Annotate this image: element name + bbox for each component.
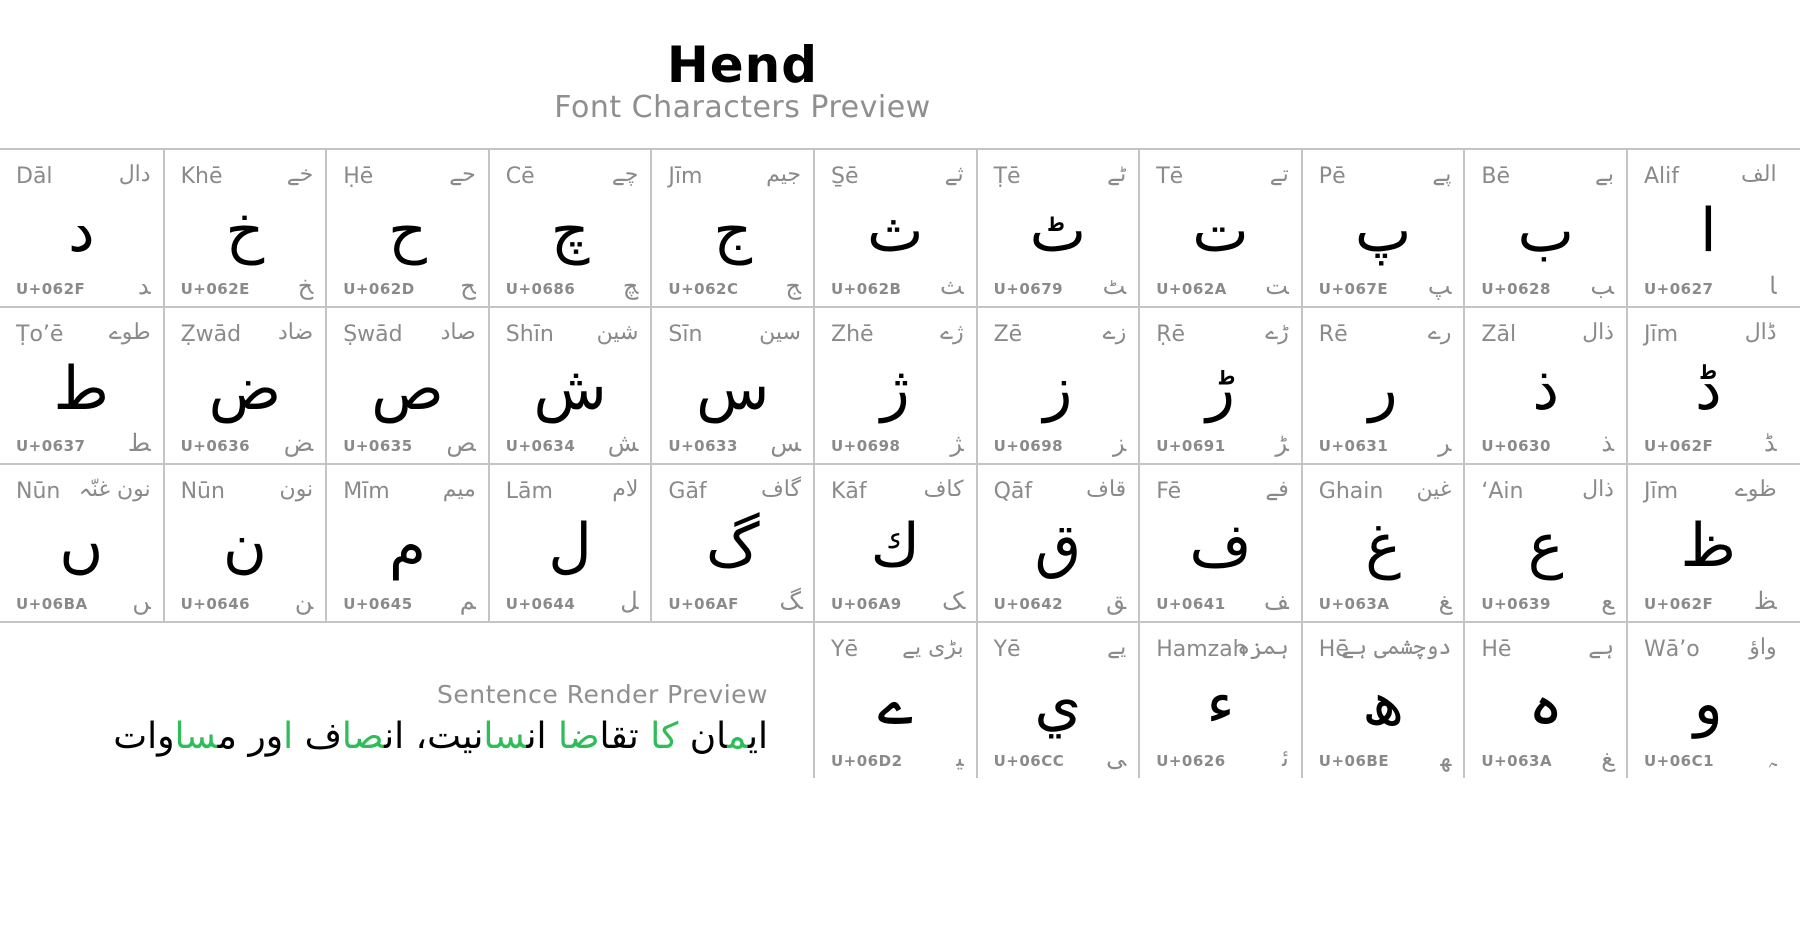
character-codepoint: U+0636 xyxy=(180,437,251,455)
character-glyph: س xyxy=(696,353,770,424)
character-isolated-form: ﮟ xyxy=(132,586,151,615)
character-name: Ẓwād xyxy=(180,321,242,347)
character-glyph: ط xyxy=(53,353,110,424)
character-cell xyxy=(1463,623,1626,779)
character-glyph: ن xyxy=(222,511,267,581)
character-codepoint: U+0698 xyxy=(993,437,1064,455)
sentence-segment: ای xyxy=(747,716,768,757)
character-codepoint: U+0691 xyxy=(1156,437,1226,455)
character-urdu-name: دال xyxy=(118,162,151,187)
character-isolated-form: ﻆ xyxy=(1753,586,1777,615)
character-urdu-name: زے xyxy=(1102,319,1127,345)
highlighted-segment: صا xyxy=(341,716,385,757)
character-glyph: ب xyxy=(1517,196,1574,266)
character-name: Yē xyxy=(993,636,1021,662)
character-name: Nūn xyxy=(16,479,61,504)
character-isolated-form: ﻖ xyxy=(1106,586,1127,615)
character-cell xyxy=(163,150,326,306)
highlighted-segment: سا xyxy=(174,716,218,757)
highlighted-segment: ضا xyxy=(557,716,600,757)
character-name: Hē xyxy=(1318,636,1349,662)
character-codepoint: U+0686 xyxy=(505,279,576,298)
character-urdu-name: بے xyxy=(1594,162,1614,187)
character-glyph: د xyxy=(67,196,95,266)
character-cell xyxy=(0,308,163,464)
character-glyph: ش xyxy=(533,353,607,424)
character-cell xyxy=(1138,465,1301,621)
character-glyph: پ xyxy=(1354,196,1412,266)
character-isolated-form: ﻞ xyxy=(620,586,639,615)
character-isolated-form: ﭻ xyxy=(622,271,639,300)
character-isolated-form: ﭗ xyxy=(1427,271,1452,300)
character-glyph: م xyxy=(388,511,427,581)
character-urdu-name: چے xyxy=(611,162,639,187)
character-isolated-form: ﺮ xyxy=(1438,429,1452,457)
character-codepoint: U+06D2 xyxy=(831,752,903,770)
sentence-preview-text xyxy=(113,716,768,757)
character-name: Ḥē xyxy=(343,164,374,189)
character-codepoint: U+06A9 xyxy=(831,594,902,613)
character-cell xyxy=(1626,465,1789,621)
character-cell xyxy=(976,150,1139,306)
sentence-segment: ان xyxy=(526,716,558,757)
character-glyph: خ xyxy=(225,196,265,266)
character-urdu-name: ژے xyxy=(940,319,964,345)
character-urdu-name: تے xyxy=(1269,162,1289,187)
character-glyph: ق xyxy=(1034,511,1082,581)
character-name: Ṭo’ē xyxy=(16,321,64,347)
character-urdu-name: ٹے xyxy=(1107,162,1127,187)
character-glyph: ك xyxy=(870,511,921,581)
character-urdu-name: طوے xyxy=(108,319,151,345)
character-glyph: ڑ xyxy=(1205,353,1235,424)
character-codepoint: U+062F xyxy=(1644,594,1714,613)
character-cell xyxy=(488,308,651,464)
character-isolated-form: ﺖ xyxy=(1265,271,1289,300)
character-codepoint: U+0630 xyxy=(1481,437,1551,455)
character-glyph: ص xyxy=(371,353,444,424)
character-name: Dāl xyxy=(16,164,53,189)
character-cell xyxy=(1463,308,1626,464)
character-glyph: ے xyxy=(877,668,913,739)
character-cell xyxy=(325,308,488,464)
character-urdu-name: قاف xyxy=(1086,477,1127,502)
character-name: Zē xyxy=(993,321,1023,347)
character-isolated-form: ﮭ xyxy=(1440,744,1452,772)
sentence-segment: ف xyxy=(293,716,342,757)
character-cell xyxy=(0,150,163,306)
character-glyph: ہ xyxy=(1528,668,1564,739)
character-name: Shīn xyxy=(505,321,554,347)
character-glyph: غ xyxy=(1365,511,1401,581)
character-isolated-form: ﭧ xyxy=(1102,271,1127,300)
character-urdu-name: خے xyxy=(286,162,314,187)
character-codepoint: U+06AF xyxy=(668,594,739,613)
character-glyph: ث xyxy=(867,196,924,266)
character-codepoint: U+06BE xyxy=(1318,752,1390,770)
character-codepoint: U+0645 xyxy=(343,594,413,613)
character-urdu-name: دوچشمی ہے xyxy=(1341,634,1452,660)
character-name: Hē xyxy=(1481,636,1512,662)
sentence-preview-label: Sentence Render Preview xyxy=(437,680,768,709)
character-glyph: ج xyxy=(713,196,753,266)
character-cell xyxy=(650,465,813,621)
character-name: Lām xyxy=(505,479,553,504)
character-cell xyxy=(976,623,1139,779)
character-cell xyxy=(0,465,163,621)
character-name: Tē xyxy=(1156,164,1184,189)
character-urdu-name: فے xyxy=(1265,477,1289,502)
character-cell xyxy=(650,308,813,464)
character-urdu-name: بڑی یے xyxy=(902,634,964,660)
character-codepoint: U+067E xyxy=(1318,279,1389,298)
character-isolated-form: ﺐ xyxy=(1590,271,1614,300)
character-glyph: ظ xyxy=(1680,511,1737,581)
character-cell xyxy=(488,465,651,621)
character-codepoint: U+0698 xyxy=(831,437,901,455)
character-codepoint: U+06BA xyxy=(16,594,88,613)
character-urdu-name: الف xyxy=(1741,162,1777,187)
character-codepoint: U+062C xyxy=(668,279,739,298)
character-isolated-form: ﮓ xyxy=(779,586,801,615)
character-name: Khē xyxy=(180,164,223,189)
character-isolated-form: ﻒ xyxy=(1263,586,1289,615)
character-name: Mīm xyxy=(343,479,390,504)
character-codepoint: U+0642 xyxy=(993,594,1064,613)
character-glyph: ٹ xyxy=(1029,196,1087,266)
character-glyph: ي xyxy=(1034,668,1082,739)
character-cell xyxy=(488,150,651,306)
character-codepoint: U+06CC xyxy=(993,752,1065,770)
character-cell xyxy=(976,308,1139,464)
character-name: Nūn xyxy=(180,479,225,504)
sentence-segment: ان xyxy=(678,716,728,757)
character-glyph: گ xyxy=(705,511,760,581)
character-codepoint: U+062F xyxy=(16,279,86,298)
character-codepoint: U+062D xyxy=(343,279,415,298)
character-codepoint: U+0646 xyxy=(180,594,251,613)
sentence-segment: ور م xyxy=(217,716,284,757)
character-name: Zāl xyxy=(1481,321,1517,347)
character-isolated-form: ﺺ xyxy=(446,429,476,457)
character-urdu-name: نون غنّہ xyxy=(78,477,151,502)
character-isolated-form: ﺎ xyxy=(1769,271,1777,300)
character-name: Zhē xyxy=(831,321,874,347)
character-isolated-form: ﮍ xyxy=(1275,429,1289,457)
character-isolated-form: ﮏ xyxy=(942,586,964,615)
character-codepoint: U+0644 xyxy=(505,594,576,613)
character-isolated-form: ﻢ xyxy=(459,586,476,615)
character-glyph: ء xyxy=(1206,668,1235,739)
character-glyph: ر xyxy=(1368,353,1398,424)
character-cell xyxy=(1138,308,1301,464)
character-urdu-name: ضاد xyxy=(278,319,314,345)
character-cell xyxy=(650,150,813,306)
character-name: Hamzah xyxy=(1156,636,1247,662)
page-title: Hend xyxy=(666,36,819,94)
character-cell xyxy=(163,308,326,464)
character-urdu-name: نون xyxy=(279,477,314,502)
character-codepoint: U+0634 xyxy=(505,437,576,455)
character-glyph: ز xyxy=(1043,353,1073,424)
character-glyph: ل xyxy=(548,511,592,581)
sentence-segment: نیت، ان xyxy=(384,716,484,757)
character-name: Ṛē xyxy=(1156,321,1186,347)
character-isolated-form: ﮧ xyxy=(1767,744,1777,772)
character-name: ‘Ain xyxy=(1481,479,1524,504)
character-isolated-form: ﻦ xyxy=(294,586,314,615)
character-urdu-name: رے xyxy=(1427,319,1452,345)
character-isolated-form: ﺬ xyxy=(1601,429,1614,457)
character-urdu-name: ڑے xyxy=(1265,319,1289,345)
character-cell xyxy=(1138,623,1301,779)
character-urdu-name: غین xyxy=(1416,477,1452,502)
character-name: Qāf xyxy=(993,479,1033,504)
character-isolated-form: ﻎ xyxy=(1601,744,1614,772)
character-glyph: ح xyxy=(388,196,427,266)
character-cell xyxy=(813,150,976,306)
character-codepoint: U+0627 xyxy=(1644,279,1714,298)
character-glyph: ت xyxy=(1192,196,1249,266)
character-glyph: ع xyxy=(1527,511,1564,581)
character-isolated-form: ﺞ xyxy=(785,271,801,300)
character-name: Kāf xyxy=(831,479,867,504)
character-cell xyxy=(1301,623,1464,779)
character-glyph: چ xyxy=(550,196,590,266)
character-urdu-name: میم xyxy=(442,477,476,502)
character-codepoint: U+0633 xyxy=(668,437,738,455)
character-codepoint: U+063A xyxy=(1318,594,1390,613)
character-codepoint: U+062B xyxy=(831,279,902,298)
character-urdu-name: واؤ xyxy=(1749,634,1777,660)
character-name: Jīm xyxy=(1644,479,1679,504)
character-glyph: ڈ xyxy=(1694,353,1722,424)
highlighted-segment: ا xyxy=(283,716,294,757)
character-urdu-name: ذال xyxy=(1582,319,1614,345)
character-codepoint: U+0639 xyxy=(1481,594,1551,613)
character-name: Ṣwād xyxy=(343,321,403,347)
character-name: Ghain xyxy=(1318,479,1384,504)
character-name: Cē xyxy=(505,164,535,189)
character-cell xyxy=(1626,150,1789,306)
character-glyph: و xyxy=(1693,668,1723,739)
character-glyph: ذ xyxy=(1532,353,1560,424)
character-name: Wā’o xyxy=(1644,636,1700,662)
character-isolated-form: ﺋ xyxy=(1282,744,1289,772)
character-isolated-form: ﻊ xyxy=(1601,586,1614,615)
character-urdu-name: شین xyxy=(596,319,639,345)
character-isolated-form: ﯽ xyxy=(1106,744,1127,772)
sentence-segment: تقا xyxy=(599,716,651,757)
character-cell xyxy=(1626,308,1789,464)
character-cell xyxy=(976,465,1139,621)
character-name: S̱ē xyxy=(831,164,859,189)
character-urdu-name: صاد xyxy=(440,319,476,345)
character-name: Jīm xyxy=(668,164,703,189)
character-isolated-form: ﺢ xyxy=(460,271,476,300)
character-cell xyxy=(1301,150,1464,306)
character-name: Gāf xyxy=(668,479,707,504)
character-isolated-form: ﺪ xyxy=(137,271,151,300)
character-urdu-name: پے xyxy=(1432,162,1452,187)
character-isolated-form: ﺚ xyxy=(940,271,964,300)
character-cell xyxy=(1626,623,1789,779)
character-isolated-form: ﺾ xyxy=(283,429,314,457)
character-codepoint: U+062F xyxy=(1644,437,1714,455)
character-codepoint: U+0626 xyxy=(1156,752,1226,770)
character-isolated-form: ﺲ xyxy=(770,429,801,457)
character-codepoint: U+062A xyxy=(1156,279,1227,298)
character-isolated-form: ﺶ xyxy=(607,429,639,457)
character-codepoint: U+0637 xyxy=(16,437,86,455)
character-cell xyxy=(1138,150,1301,306)
character-urdu-name: ہے xyxy=(1588,634,1614,660)
character-name: Jīm xyxy=(1644,321,1679,347)
character-codepoint: U+0631 xyxy=(1318,437,1389,455)
highlighted-segment: کا xyxy=(650,716,679,757)
character-urdu-name: لام xyxy=(612,477,639,502)
character-cell xyxy=(813,623,976,779)
character-glyph: ا xyxy=(1699,196,1717,266)
character-name: Rē xyxy=(1318,321,1348,347)
character-cell xyxy=(1301,465,1464,621)
character-cell xyxy=(325,150,488,306)
highlighted-segment: م xyxy=(727,716,748,757)
sentence-segment: وات xyxy=(113,716,175,757)
character-glyph: ھ xyxy=(1362,668,1405,739)
character-glyph: ض xyxy=(208,353,282,424)
character-isolated-form: ﻎ xyxy=(1438,586,1452,615)
character-cell xyxy=(325,465,488,621)
character-isolated-form: ﻂ xyxy=(127,429,151,457)
character-cell xyxy=(1301,308,1464,464)
character-urdu-name: حے xyxy=(449,162,476,187)
character-codepoint: U+0679 xyxy=(993,279,1064,298)
page-subtitle: Font Characters Preview xyxy=(554,90,931,125)
character-isolated-form: ﮋ xyxy=(950,429,964,457)
character-name: Fē xyxy=(1156,479,1182,504)
character-name: Yē xyxy=(831,636,858,662)
character-codepoint: U+0641 xyxy=(1156,594,1226,613)
character-codepoint: U+063A xyxy=(1481,752,1553,770)
character-urdu-name: یے xyxy=(1107,634,1127,660)
character-urdu-name: ذال xyxy=(1582,477,1614,502)
character-name: Bē xyxy=(1481,164,1511,189)
character-name: Ṭē xyxy=(993,164,1021,189)
character-name: Sīn xyxy=(668,321,703,347)
character-urdu-name: ثے xyxy=(944,162,964,187)
character-cell xyxy=(163,465,326,621)
character-cell xyxy=(813,308,976,464)
character-isolated-form: ﺦ xyxy=(297,271,314,300)
character-urdu-name: ہمزہ xyxy=(1237,634,1289,660)
character-name: Pē xyxy=(1318,164,1346,189)
character-name: Alif xyxy=(1644,164,1680,189)
character-glyph: ف xyxy=(1189,511,1252,581)
character-isolated-form: ﯿ xyxy=(956,744,964,772)
character-glyph: ں xyxy=(59,511,104,581)
character-urdu-name: ڈال xyxy=(1744,319,1777,345)
character-urdu-name: کاف xyxy=(923,477,964,502)
character-urdu-name: گاف xyxy=(761,477,801,502)
character-codepoint: U+062E xyxy=(180,279,250,298)
character-cell xyxy=(813,465,976,621)
character-cell xyxy=(1463,150,1626,306)
character-codepoint: U+0628 xyxy=(1481,279,1551,298)
character-urdu-name: ظوے xyxy=(1734,477,1777,502)
character-codepoint: U+0635 xyxy=(343,437,413,455)
character-grid xyxy=(0,148,1800,788)
character-urdu-name: سین xyxy=(759,319,801,345)
character-urdu-name: جیم xyxy=(766,162,801,187)
character-codepoint: U+06C1 xyxy=(1644,752,1715,770)
character-isolated-form: ﺰ xyxy=(1112,429,1127,457)
highlighted-segment: سا xyxy=(483,716,527,757)
character-isolated-form: ﮉ xyxy=(1763,429,1777,457)
character-glyph: ژ xyxy=(880,353,910,424)
character-cell xyxy=(1463,465,1626,621)
